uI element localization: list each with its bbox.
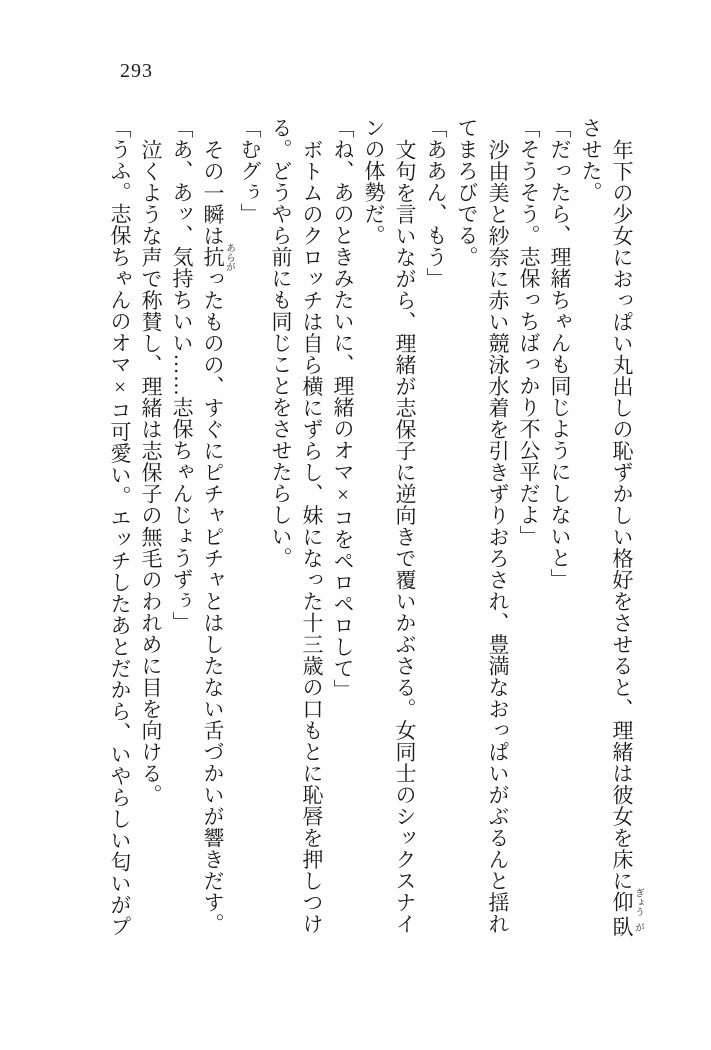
dialogue-paragraph: 「むグぅ」 <box>238 117 262 225</box>
furigana-annotated-word: 仰 ぎょう <box>610 887 643 916</box>
narrative-paragraph: 泣くような声で称賛し、理緒は志保子の無毛のわれめに目を向ける。 <box>139 138 163 805</box>
body-text <box>108 117 643 943</box>
narrative-paragraph: ボトムのクロッチは自ら横にずらし、妹になった十三歳の口もとに恥唇を押しつける。どうやら前にも同じことをさせたらしい。 <box>269 117 324 934</box>
page-number: 293 <box>120 60 153 82</box>
dialogue-paragraph: 「ああん、もう」 <box>424 117 448 289</box>
narrative-paragraph: その一瞬は抗 あらがったものの、すぐにピチャピチャとはしたない舌づかいが響きだす。 <box>201 138 234 934</box>
narrative-paragraph: 沙由美と紗奈に赤い競泳水着を引きずりおろされ、豊満なおっぱいがぶるんと揺れてまろびでる。 <box>455 117 510 934</box>
furigana-annotated-word: 抗 あらが <box>201 242 234 271</box>
dialogue-paragraph: 「あ、あッ、気持ちいい……志保ちゃんじょうずぅ」 <box>170 117 194 633</box>
dialogue-paragraph: 「だったら、理緒ちゃんも同じようにしないと」 <box>548 117 572 590</box>
dialogue-paragraph: 「ね、あのときみたいに、理緒のオマ×コをペロペロして」 <box>331 117 355 701</box>
dialogue-paragraph: 「うふ。志保ちゃんのオマ×コ可愛い。エッチしたあとだから、いやらしい匂いがプ <box>108 117 132 937</box>
dialogue-paragraph: 「そうそう。志保っちばっかり不公平だよ」 <box>517 117 541 547</box>
narrative-paragraph: 文句を言いながら、理緒が志保子に逆向きで覆いかぶさる。女同士のシックスナインの体勢だ。 <box>362 117 417 934</box>
furigana-annotated-word: 臥 が <box>610 916 643 938</box>
narrative-paragraph: 年下の少女におっぱい丸出しの恥ずかしい格好をさせると、理緒は彼女を床に仰 ぎょう臥 がさせた。 <box>579 117 643 938</box>
